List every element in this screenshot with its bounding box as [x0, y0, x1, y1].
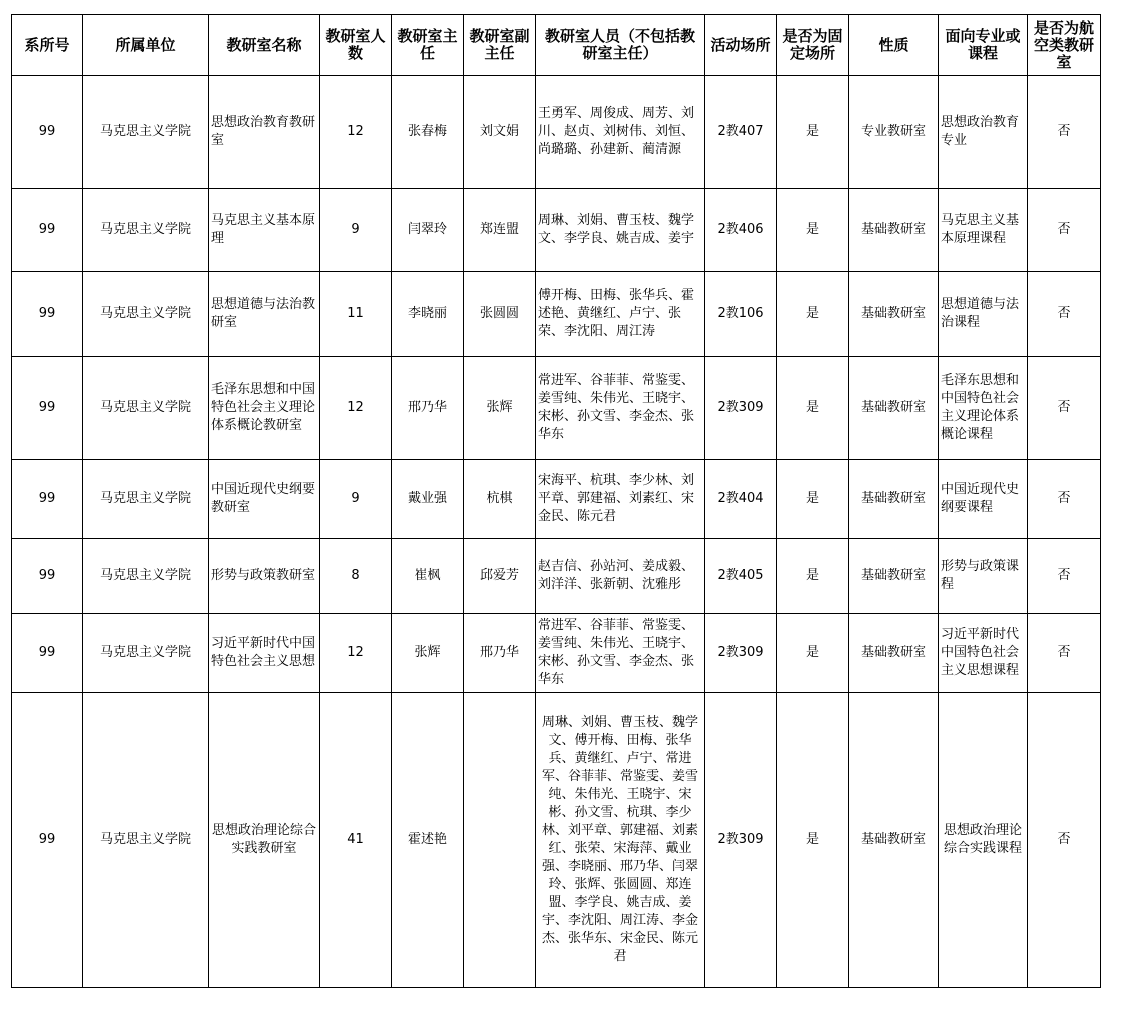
cell-nature: 基础教研室: [849, 460, 939, 539]
cell-name: 习近平新时代中国特色社会主义思想: [209, 614, 320, 693]
cell-aviation: 否: [1028, 539, 1101, 614]
cell-members: 王勇军、周俊成、周芳、刘川、赵贞、刘树伟、刘恒、尚璐璐、孙建新、蔺清源: [536, 76, 705, 189]
cell-count: 12: [320, 357, 392, 460]
cell-deputy: 杭棋: [464, 460, 536, 539]
cell-aviation: 否: [1028, 76, 1101, 189]
cell-fixed: 是: [777, 357, 849, 460]
cell-count: 9: [320, 460, 392, 539]
col-header-fixed: 是否为固定场所: [777, 15, 849, 76]
table-row: [12, 614, 1101, 693]
table-row: [12, 460, 1101, 539]
cell-members: 傅开梅、田梅、张华兵、霍述艳、黄继红、卢宁、张荣、李沈阳、周江涛: [536, 272, 705, 357]
cell-target: 思想道德与法治课程: [939, 272, 1028, 357]
cell-fixed: 是: [777, 189, 849, 272]
cell-venue: 2教407: [705, 76, 777, 189]
cell-members: 常进军、谷菲菲、常鉴雯、姜雪纯、朱伟光、王晓宇、宋彬、孙文雪、李金杰、张华东: [536, 357, 705, 460]
cell-nature: 基础教研室: [849, 189, 939, 272]
cell-aviation: 否: [1028, 189, 1101, 272]
cell-dept-no: 99: [12, 357, 83, 460]
cell-target: 思想政治理论综合实践课程: [939, 693, 1028, 988]
cell-unit: 马克思主义学院: [83, 460, 209, 539]
col-header-venue: 活动场所: [705, 15, 777, 76]
cell-unit: 马克思主义学院: [83, 693, 209, 988]
cell-venue: 2教405: [705, 539, 777, 614]
cell-name: 毛泽东思想和中国特色社会主义理论体系概论教研室: [209, 357, 320, 460]
cell-fixed: 是: [777, 460, 849, 539]
cell-count: 9: [320, 189, 392, 272]
cell-nature: 基础教研室: [849, 539, 939, 614]
cell-unit: 马克思主义学院: [83, 357, 209, 460]
cell-aviation: 否: [1028, 460, 1101, 539]
cell-dept-no: 99: [12, 460, 83, 539]
cell-count: 41: [320, 693, 392, 988]
cell-aviation: 否: [1028, 357, 1101, 460]
cell-unit: 马克思主义学院: [83, 189, 209, 272]
cell-aviation: 否: [1028, 693, 1101, 988]
cell-fixed: 是: [777, 272, 849, 357]
cell-count: 12: [320, 614, 392, 693]
cell-director: 戴业强: [392, 460, 464, 539]
cell-name: 中国近现代史纲要教研室: [209, 460, 320, 539]
cell-dept-no: 99: [12, 614, 83, 693]
cell-dept-no: 99: [12, 272, 83, 357]
cell-name: 形势与政策教研室: [209, 539, 320, 614]
cell-director: 闫翠玲: [392, 189, 464, 272]
cell-count: 8: [320, 539, 392, 614]
cell-dept-no: 99: [12, 189, 83, 272]
cell-members: 常进军、谷菲菲、常鉴雯、姜雪纯、朱伟光、王晓宇、宋彬、孙文雪、李金杰、张华东: [536, 614, 705, 693]
lab-table: [11, 14, 1101, 988]
cell-target: 中国近现代史纲要课程: [939, 460, 1028, 539]
table-row: [12, 76, 1101, 189]
cell-unit: 马克思主义学院: [83, 76, 209, 189]
cell-director: 崔枫: [392, 539, 464, 614]
table-row: [12, 189, 1101, 272]
cell-nature: 基础教研室: [849, 693, 939, 988]
cell-name: 思想政治教育教研室: [209, 76, 320, 189]
cell-name: 思想道德与法治教研室: [209, 272, 320, 357]
col-header-director: 教研室主任: [392, 15, 464, 76]
col-header-aviation: 是否为航空类教研室: [1028, 15, 1101, 76]
cell-target: 马克思主义基本原理课程: [939, 189, 1028, 272]
cell-fixed: 是: [777, 614, 849, 693]
cell-venue: 2教309: [705, 357, 777, 460]
cell-members: 宋海平、杭琪、李少林、刘平章、郭建福、刘素红、宋金民、陈元君: [536, 460, 705, 539]
header-row: [12, 15, 1101, 76]
cell-director: 张辉: [392, 614, 464, 693]
cell-target: 形势与政策课程: [939, 539, 1028, 614]
cell-nature: 基础教研室: [849, 357, 939, 460]
col-header-count: 教研室人数: [320, 15, 392, 76]
cell-fixed: 是: [777, 76, 849, 189]
cell-dept-no: 99: [12, 539, 83, 614]
cell-venue: 2教106: [705, 272, 777, 357]
col-header-nature: 性质: [849, 15, 939, 76]
cell-unit: 马克思主义学院: [83, 614, 209, 693]
cell-venue: 2教309: [705, 614, 777, 693]
cell-count: 11: [320, 272, 392, 357]
table-row: [12, 539, 1101, 614]
col-header-dept-no: 系所号: [12, 15, 83, 76]
cell-venue: 2教406: [705, 189, 777, 272]
cell-deputy: 张圆圆: [464, 272, 536, 357]
cell-nature: 基础教研室: [849, 272, 939, 357]
cell-director: 李晓丽: [392, 272, 464, 357]
table-row: [12, 357, 1101, 460]
cell-unit: 马克思主义学院: [83, 272, 209, 357]
col-header-name: 教研室名称: [209, 15, 320, 76]
cell-director: 霍述艳: [392, 693, 464, 988]
cell-nature: 基础教研室: [849, 614, 939, 693]
cell-venue: 2教404: [705, 460, 777, 539]
col-header-target: 面向专业或课程: [939, 15, 1028, 76]
cell-aviation: 否: [1028, 272, 1101, 357]
table-row: [12, 272, 1101, 357]
cell-deputy: 张辉: [464, 357, 536, 460]
cell-count: 12: [320, 76, 392, 189]
cell-members: 周琳、刘娟、曹玉枝、魏学文、傅开梅、田梅、张华兵、黄继红、卢宁、常进军、谷菲菲、常鉴雯、姜雪纯、朱伟光、王晓宇、宋彬、孙文雪、杭琪、李少林、刘平章、郭建福、刘素红、张荣、宋海萍、戴业强、李晓丽、邢乃华、闫翠玲、张辉、张圆圆、郑连盟、李学良、姚吉成、姜宇、李沈阳、周江涛、李金杰、张华东、宋金民、陈元君: [536, 693, 705, 988]
cell-fixed: 是: [777, 693, 849, 988]
cell-members: 周琳、刘娟、曹玉枝、魏学文、李学良、姚吉成、姜宇: [536, 189, 705, 272]
cell-venue: 2教309: [705, 693, 777, 988]
cell-target: 毛泽东思想和中国特色社会主义理论体系概论课程: [939, 357, 1028, 460]
col-header-unit: 所属单位: [83, 15, 209, 76]
cell-deputy: 刘文娟: [464, 76, 536, 189]
cell-dept-no: 99: [12, 693, 83, 988]
cell-target: 思想政治教育专业: [939, 76, 1028, 189]
cell-deputy: 郑连盟: [464, 189, 536, 272]
cell-aviation: 否: [1028, 614, 1101, 693]
cell-deputy: [464, 693, 536, 988]
cell-nature: 专业教研室: [849, 76, 939, 189]
col-header-deputy: 教研室副主任: [464, 15, 536, 76]
cell-name: 马克思主义基本原理: [209, 189, 320, 272]
cell-target: 习近平新时代中国特色社会主义思想课程: [939, 614, 1028, 693]
cell-members: 赵吉信、孙站河、姜成毅、刘洋洋、张新朝、沈雅彤: [536, 539, 705, 614]
cell-director: 张春梅: [392, 76, 464, 189]
cell-director: 邢乃华: [392, 357, 464, 460]
cell-deputy: 邱爱芳: [464, 539, 536, 614]
col-header-members: 教研室人员（不包括教研室主任）: [536, 15, 705, 76]
cell-fixed: 是: [777, 539, 849, 614]
cell-name: 思想政治理论综合实践教研室: [209, 693, 320, 988]
cell-dept-no: 99: [12, 76, 83, 189]
cell-unit: 马克思主义学院: [83, 539, 209, 614]
table-row: [12, 693, 1101, 988]
cell-deputy: 邢乃华: [464, 614, 536, 693]
